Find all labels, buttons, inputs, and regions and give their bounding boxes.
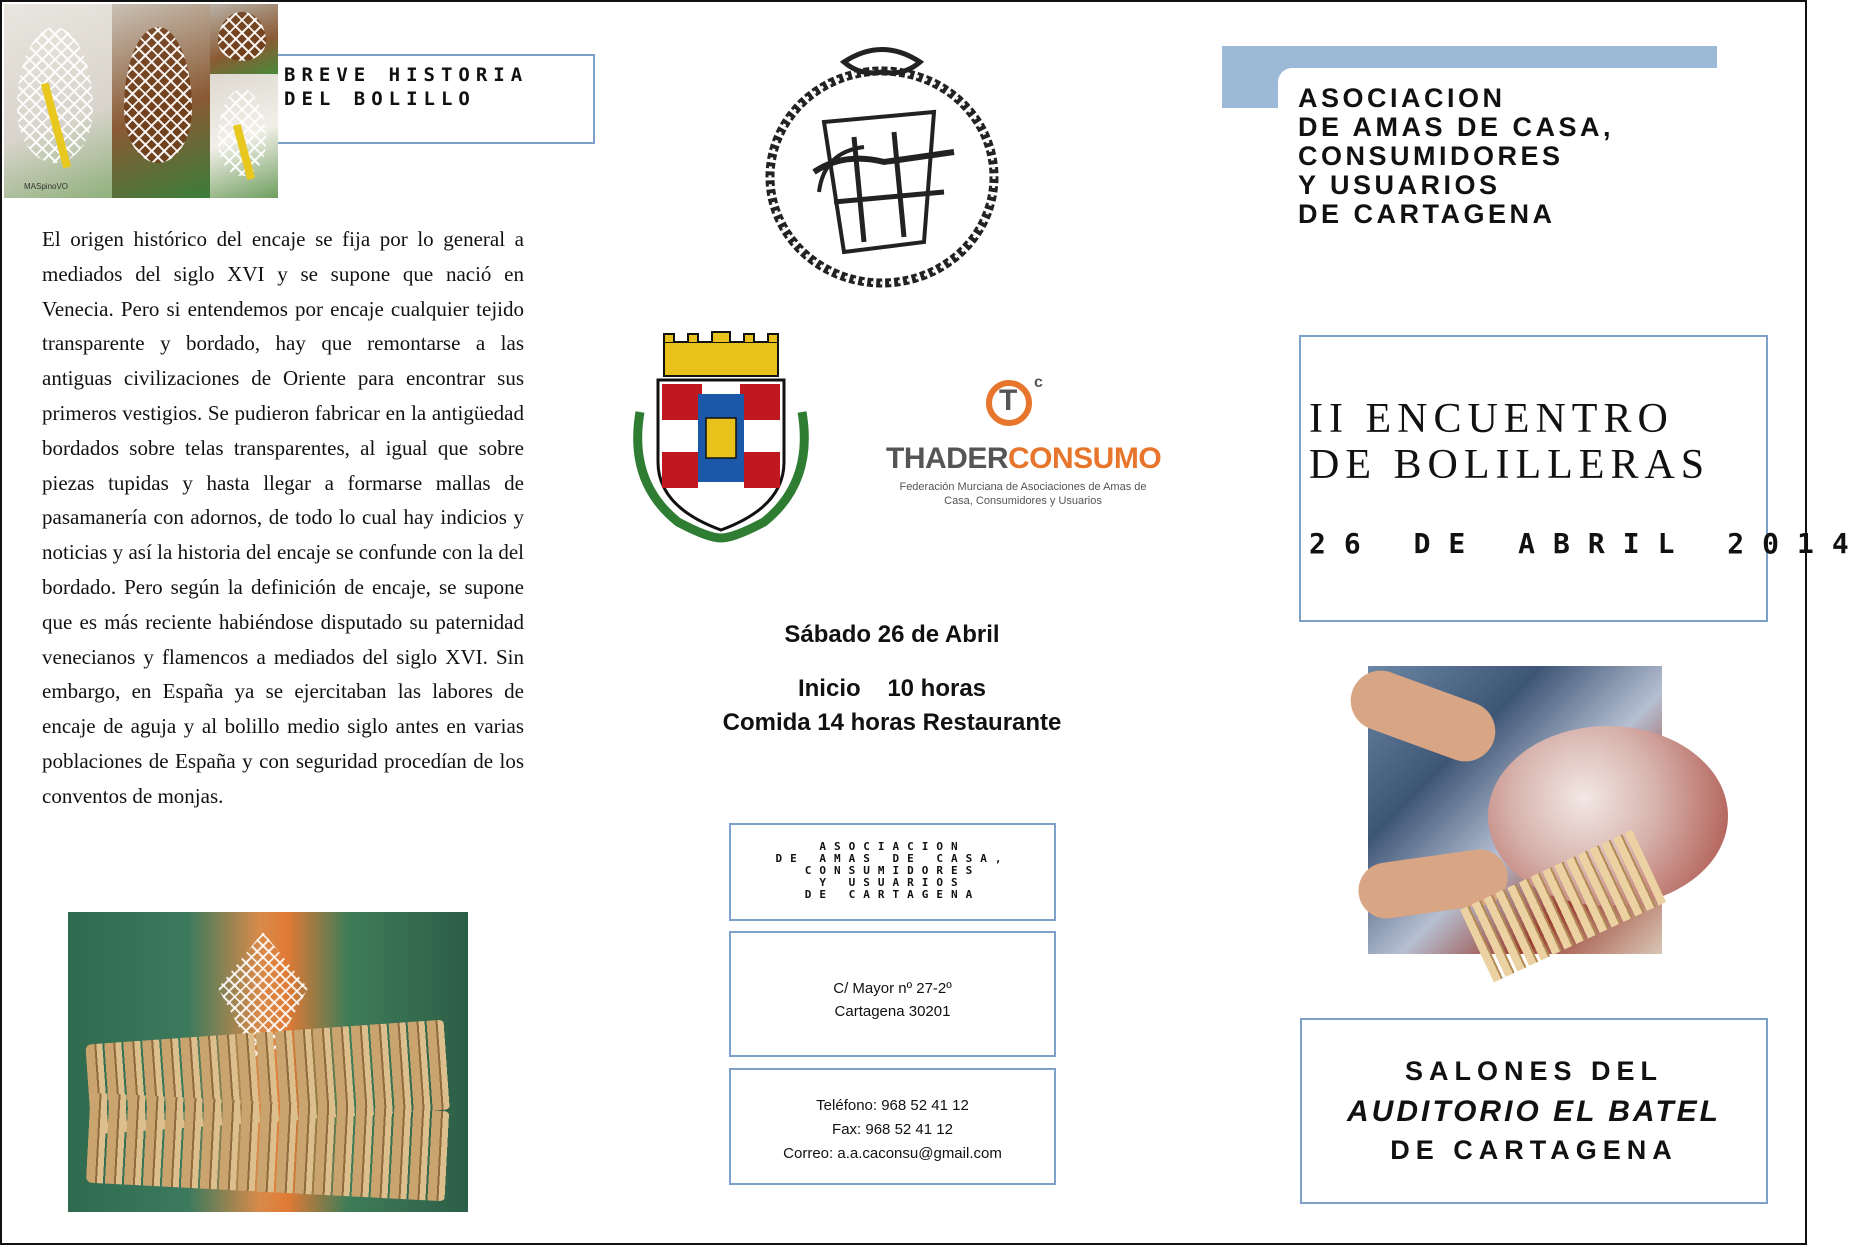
contact-email: Correo: a.a.caconsu@gmail.com bbox=[783, 1145, 1002, 1162]
small-lace-lily-image bbox=[210, 4, 278, 74]
assoc-line-3: CONSUMIDORES bbox=[1298, 141, 1564, 171]
history-title-line-1: BREVE HISTORIA bbox=[284, 64, 529, 86]
association-name-box bbox=[729, 823, 1056, 921]
contact-box bbox=[729, 1068, 1056, 1185]
event-name-line-2: DE BOLILLERAS bbox=[1309, 442, 1711, 488]
lace-flowers-collage bbox=[4, 4, 278, 198]
mini-assoc-line-1: ASOCIACION bbox=[819, 840, 966, 853]
assoc-line-4: Y USUARIOS bbox=[1298, 170, 1501, 200]
brown-lace-lily-image bbox=[112, 4, 210, 198]
association-rope-logo bbox=[754, 42, 1010, 292]
assoc-line-5: DE CARTAGENA bbox=[1298, 199, 1556, 229]
mini-assoc-line-5: DE CARTAGENA bbox=[804, 888, 981, 901]
venue-line-1: SALONES DEL bbox=[1404, 1056, 1664, 1086]
thader-superscript: c bbox=[1034, 374, 1043, 391]
thader-subtitle: Federación Murciana de Asociaciones de Amas de Casa, Consumidores y Usuarios bbox=[899, 481, 1147, 507]
cartagena-coat-of-arms bbox=[628, 332, 814, 542]
mini-assoc-line-3: CONSUMIDORES bbox=[804, 864, 981, 877]
contact-phone: Teléfono: 968 52 41 12 bbox=[816, 1097, 969, 1114]
venue-line-2: AUDITORIO EL BATEL bbox=[1346, 1095, 1721, 1128]
address-city: Cartagena 30201 bbox=[834, 1003, 951, 1020]
venue-box bbox=[1300, 1018, 1768, 1204]
history-paragraph: El origen histórico del encaje se fija por lo general a mediados del siglo XVI y se supone que nació en Venecia. Pero si entendemos por encaje cualquier tejido transparente y bordado, hay que remontarse a las antiguas civilizaciones de Oriente para encontrar sus primeros vestigios. Se pudieron fabricar en la antigüedad bordados sobre telas transparentes, al igual que sobre piezas tupidas y hasta llegar a formarse mallas de pasamanería con adornos, de todo lo cual hay indicios y noticias y así la historia del encaje se confunde con la del bordado. Pero según la definición de encaje, se supone que es más reciente habiéndose disputado su paternidad venecianos y flamencos a mediados del siglo XVI. Sin embargo, en España ya se ejercitaban las labores de encaje de aguja y al bolillo medio siglo antes en varias poblaciones de España y con seguridad procedían de los conventos de monjas. bbox=[42, 227, 524, 808]
event-date: 26 DE ABRIL 2014 bbox=[1309, 527, 1867, 560]
event-title-box bbox=[1299, 335, 1867, 622]
assoc-line-2: DE AMAS DE CASA, bbox=[1298, 112, 1615, 142]
association-heading bbox=[1298, 84, 1614, 229]
event-date-line: Sábado 26 de Abril bbox=[784, 621, 1000, 648]
event-start-line: Inicio 10 horas bbox=[797, 675, 987, 702]
event-lunch-line: Comida 14 horas Restaurante bbox=[722, 709, 1062, 736]
event-schedule bbox=[622, 618, 1162, 740]
thaderconsumo-logo bbox=[882, 374, 1162, 516]
thader-letter: T bbox=[999, 384, 1018, 417]
history-title-box bbox=[278, 54, 595, 144]
assoc-line-1: ASOCIACION bbox=[1298, 83, 1506, 113]
address-street: C/ Mayor nº 27-2º bbox=[833, 980, 952, 997]
mini-assoc-line-4: Y USUARIOS bbox=[819, 876, 966, 889]
thader-wordmark bbox=[886, 442, 1161, 476]
address-box bbox=[729, 931, 1056, 1057]
cream-lace-lily-image bbox=[210, 74, 278, 198]
thader-wordmark-part2: CONSUMO bbox=[1008, 442, 1162, 475]
contact-fax: Fax: 968 52 41 12 bbox=[832, 1121, 953, 1138]
mini-assoc-line-2: DE AMAS DE CASA, bbox=[775, 852, 1010, 865]
thader-wordmark-part1: THADER bbox=[886, 442, 1008, 475]
photo-credit: MASpinoVO bbox=[24, 182, 69, 191]
bobbin-lace-photo bbox=[68, 912, 468, 1212]
lacemaking-hands-photo bbox=[1368, 666, 1662, 954]
event-name-line-1: II ENCUENTRO bbox=[1309, 396, 1674, 442]
white-lace-lily-image bbox=[4, 4, 112, 198]
history-title-line-2: DEL BOLILLO bbox=[284, 88, 476, 110]
venue-line-3: DE CARTAGENA bbox=[1390, 1135, 1678, 1165]
